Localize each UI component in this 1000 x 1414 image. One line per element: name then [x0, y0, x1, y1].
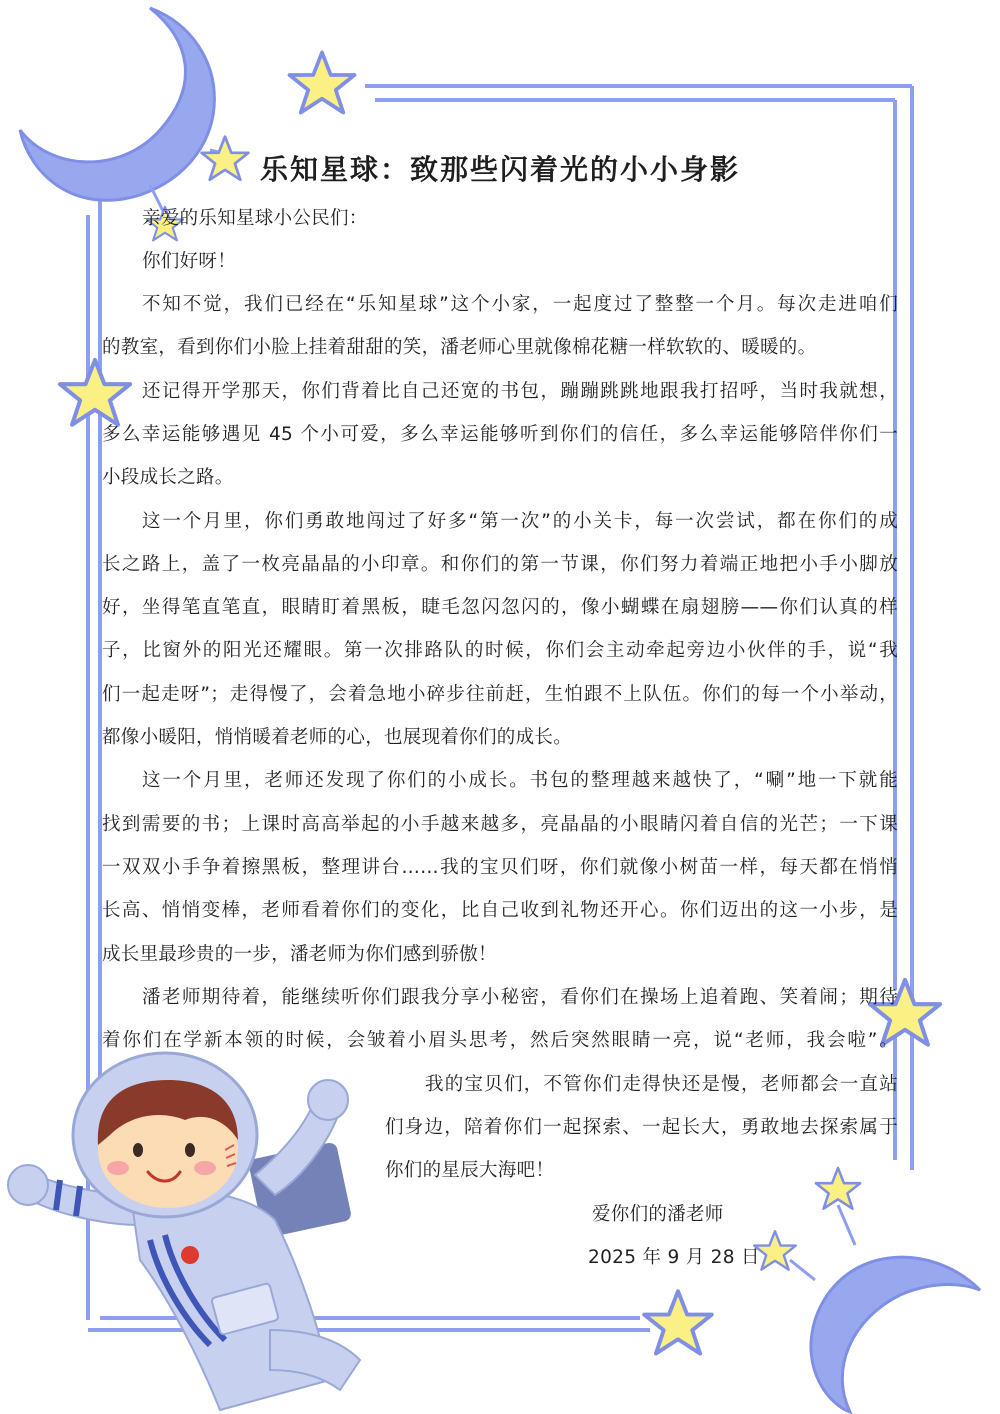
paragraph-line: 着你们在学新本领的时候，会皱着小眉头思考，然后突然眼睛一亮，说“老师，我会啦”。	[102, 1030, 898, 1051]
letter-date: 2025 年 9 月 28 日	[588, 1247, 760, 1268]
paragraph-line: 你们的星辰大海吧！	[385, 1160, 555, 1181]
paragraph-line: 们身边，陪着你们一起探索、一起长大，勇敢地去探索属于	[385, 1117, 898, 1138]
star-icon	[644, 1291, 712, 1353]
paragraph-line: 潘老师期待着，能继续听你们跟我分享小秘密，看你们在操场上追着跑、笑着闹；期待	[142, 987, 898, 1008]
paragraph-line: 成长里最珍贵的一步，潘老师为你们感到骄傲！	[102, 944, 497, 965]
paragraph-line: 不知不觉，我们已经在“乐知星球”这个小家，一起度过了整整一个月。每次走进咱们	[142, 294, 898, 315]
moon-bottom-right-icon	[790, 1205, 980, 1412]
paragraph-line: 子，比窗外的阳光还耀眼。第一次排路队的时候，你们会主动牵起旁边小伙伴的手，说“我	[102, 640, 898, 661]
paragraph-line: 这一个月里，你们勇敢地闯过了好多“第一次”的小关卡，每一次尝试，都在你们的成	[142, 511, 898, 532]
paragraph-line: 长之路上，盖了一枚亮晶晶的小印章。和你们的第一节课，你们努力着端正地把小手小脚放	[102, 554, 898, 575]
paragraph-line: 多么幸运能够遇见 45 个小可爱，多么幸运能够听到你们的信任，多么幸运能够陪伴你们一	[102, 424, 898, 445]
paragraph-line: 都像小暖阳，悄悄暖着老师的心，也展现着你们的成长。	[102, 727, 573, 748]
paragraph-line: 这一个月里，老师还发现了你们的小成长。书包的整理越来越快了，“唰”地一下就能	[142, 770, 898, 791]
paragraph-line: 好，坐得笔直笔直，眼睛盯着黑板，睫毛忽闪忽闪的，像小蝴蝶在扇翅膀——你们认真的样	[102, 597, 898, 618]
star-icon	[290, 53, 355, 113]
star-icon	[60, 360, 130, 425]
moon-top-left-icon	[20, 8, 230, 235]
paragraph-line: 找到需要的书；上课时高高举起的小手越来越多，亮晶晶的小眼睛闪着自信的光芒；一下课	[102, 814, 898, 835]
paragraph-line: 一双双小手争着擦黑板，整理讲台……我的宝贝们呀，你们就像小树苗一样，每天都在悄悄	[102, 857, 898, 878]
salutation: 亲爱的乐知星球小公民们：	[142, 208, 368, 229]
astronaut-illustration	[8, 1053, 360, 1410]
paragraph-line: 还记得开学那天，你们背着比自己还宽的书包，蹦蹦跳跳地跟我打招呼，当时我就想，	[142, 381, 898, 402]
signature: 爱你们的潘老师	[592, 1204, 724, 1225]
greeting: 你们好呀！	[142, 251, 237, 272]
paragraph-line: 们一起走呀”；走得慢了，会着急地小碎步往前赶，生怕跟不上队伍。你们的每一个小举动，	[102, 684, 898, 705]
paragraph-line: 小段成长之路。	[102, 467, 234, 488]
paragraph-line: 长高、悄悄变棒，老师看着你们的变化，比自己收到礼物还开心。你们迈出的这一小步，是	[102, 900, 898, 921]
paragraph-line: 我的宝贝们，不管你们走得快还是慢，老师都会一直站	[425, 1074, 898, 1095]
paragraph-line: 的教室，看到你们小脸上挂着甜甜的笑，潘老师心里就像棉花糖一样软软的、暖暖的。	[102, 337, 817, 358]
letter-title: 乐知星球：致那些闪着光的小小身影	[259, 153, 740, 186]
